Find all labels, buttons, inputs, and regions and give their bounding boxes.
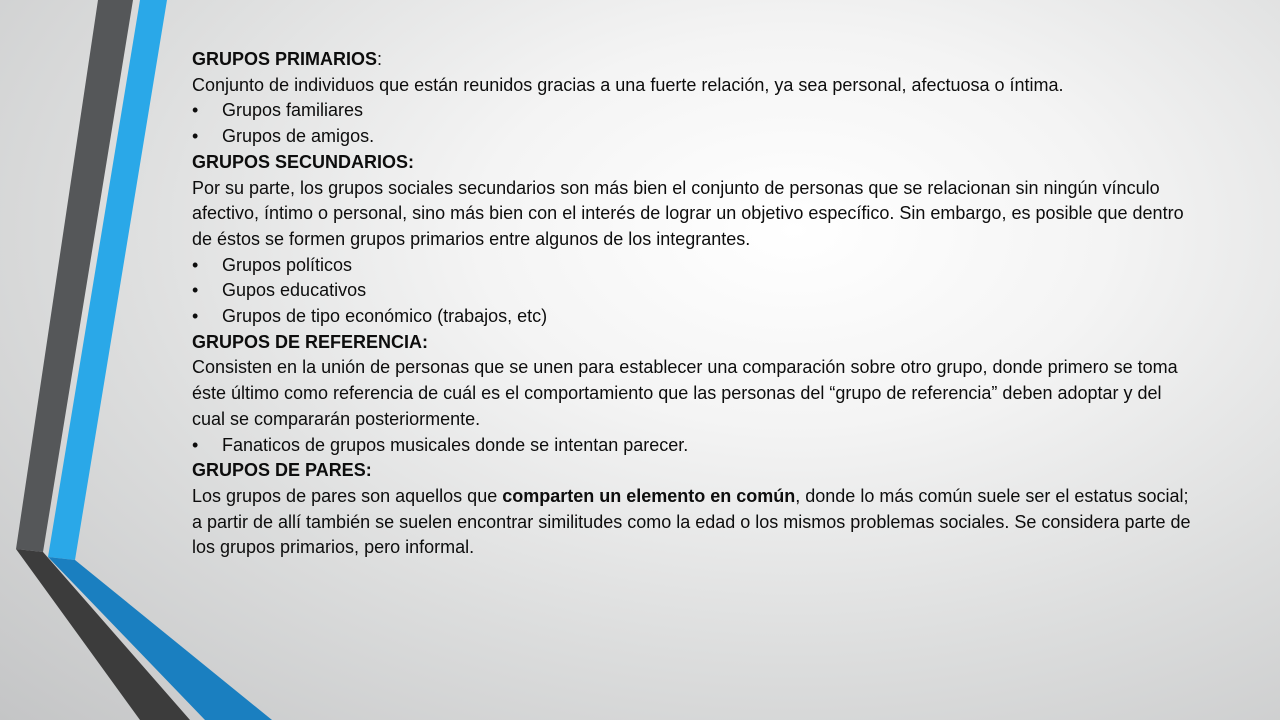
bullet-list-primarios	[192, 98, 1192, 149]
list-item: • Grupos de amigos.	[192, 124, 1192, 150]
heading-colon: :	[377, 49, 383, 69]
bullet-list-referencia	[192, 433, 1192, 459]
list-item: • Grupos políticos	[192, 253, 1192, 279]
list-item: • Grupos familiares	[192, 98, 1192, 124]
heading-text: GRUPOS PRIMARIOS	[192, 49, 378, 69]
bullet-list-secundarios	[192, 253, 1192, 330]
heading-grupos-de-referencia: GRUPOS DE REFERENCIA:	[192, 331, 429, 352]
paragraph-text-start: Los grupos de pares son aquellos que	[192, 485, 503, 506]
paragraph-grupos-de-pares	[192, 484, 1192, 561]
heading-grupos-secundarios: GRUPOS SECUNDARIOS:	[192, 151, 415, 172]
list-item: • Fanaticos de grupos musicales donde se intentan parecer.	[192, 433, 1192, 459]
paragraph-text-end: , donde lo más común suele ser el estatus social; a partir de allí también se suelen encontrar similitudes como la edad o los mismos problemas sociales. Se considera parte de los grupos primarios, pero informal.	[192, 485, 1191, 558]
paragraph-grupos-de-referencia: Consisten en la unión de personas que se unen para establecer una comparación sobre otro grupo, donde primero se toma éste último como referencia de cuál es el comportamiento que las personas del “grupo de referencia” deben adoptar y del cual se compararán posteriormente.	[192, 357, 1178, 429]
heading-grupos-de-pares: GRUPOS DE PARES:	[192, 460, 372, 481]
heading-grupos-primarios	[192, 47, 1192, 73]
list-item: • Gupos educativos	[192, 278, 1192, 304]
list-item: • Grupos de tipo económico (trabajos, etc)	[192, 304, 1192, 330]
paragraph-grupos-secundarios: Por su parte, los grupos sociales secundarios son más bien el conjunto de personas que se relacionan sin ningún vínculo afectivo, íntimo o personal, sino más bien con el interés de lograr un objetivo específico. Sin embargo, es posible que dentro de éstos se formen grupos primarios entre algunos de los integrantes.	[192, 177, 1184, 249]
paragraph-text-bold: comparten un elemento en común	[502, 485, 796, 506]
paragraph-grupos-primarios: Conjunto de individuos que están reunidos gracias a una fuerte relación, ya sea personal, afectuosa o íntima.	[192, 74, 1064, 95]
slide-content	[192, 47, 1192, 561]
